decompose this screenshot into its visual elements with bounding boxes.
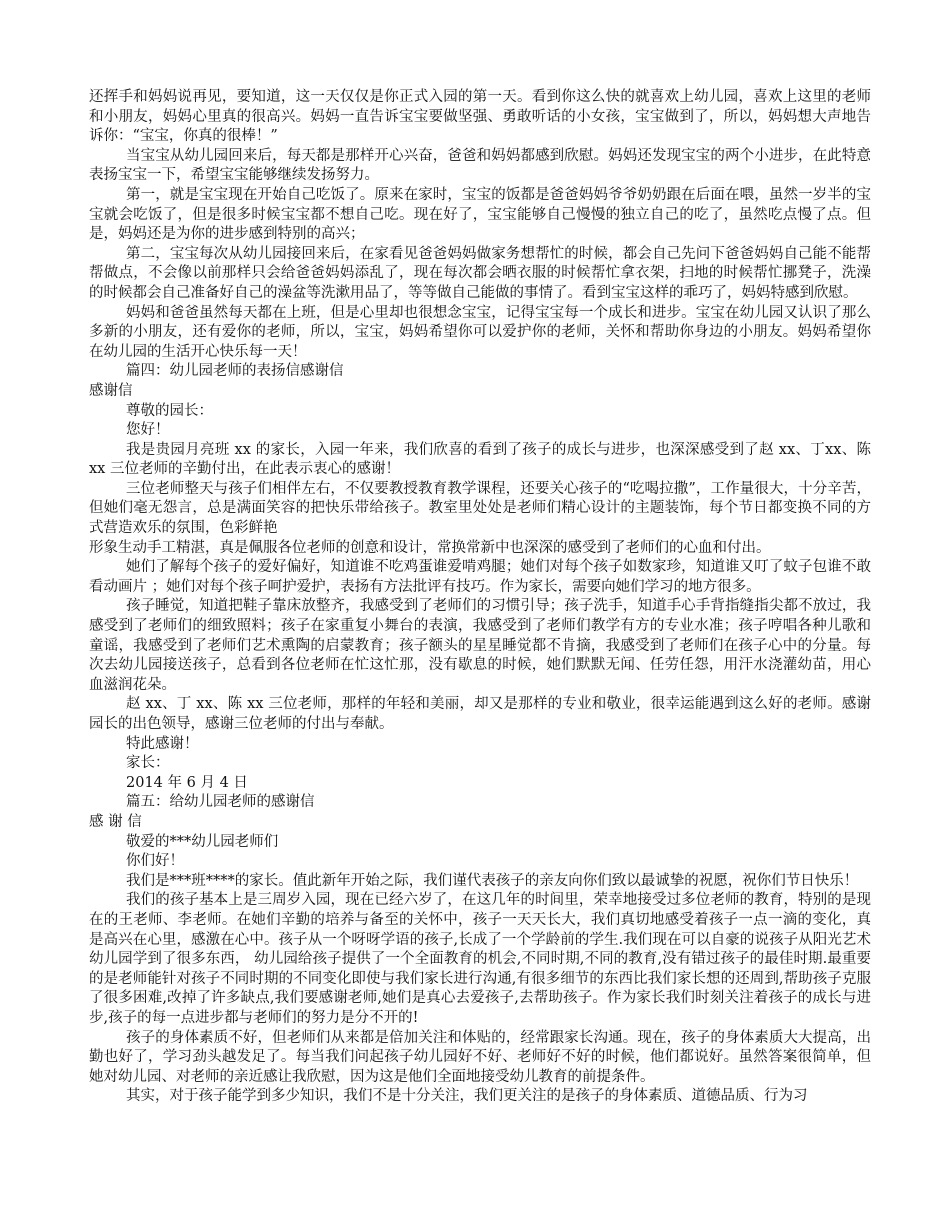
paragraph: 我们是***班****的家长。值此新年开始之际，我们谨代表孩子的亲友向你们致以最诚挚的祝愿，祝你们节日快乐！ bbox=[126, 872, 859, 889]
salutation: 尊敬的园长： bbox=[126, 402, 213, 419]
paragraph: 第一，就是宝宝现在开始自己吃饭了。原来在家时，宝宝的饭都是爸爸妈妈爷爷奶奶跟在后面在喂，虽然一岁半的宝宝就会吃饭了，但是很多时候宝宝都不想自己吃。现在好了，宝宝能够自己慢慢的独立自己的吃了，虽然吃点慢了点。但是，妈妈还是为你的进步感到特别的高兴； bbox=[89, 186, 871, 243]
paragraph: 其实，对于孩子能学到多少知识，我们不是十分关注，我们更关注的是孩子的身体素质、道德品质、行为习 bbox=[126, 1088, 808, 1105]
paragraph: 第二，宝宝每次从幼儿园接回来后，在家看见爸爸妈妈做家务想帮忙的时候，都会自己先问下爸爸妈妈自己能不能帮帮做点，不会像以前那样只会给爸爸妈妈添乱了，现在每次都会晒衣服的时候帮忙拿衣架，扫地的时候帮忙挪凳子，洗澡的时候都会自己准备好自己的澡盆等洗漱用品了，等等做自己能做的事情了。看到宝宝这样的乖巧了，妈妈特感到欣慰。 bbox=[89, 245, 871, 301]
paragraph: 还挥手和妈妈说再见，要知道，这一天仅仅是你正式入园的第一天。看到你这么快的就喜欢上幼儿园，喜欢上这里的老师和小朋友，妈妈心里真的很高兴。妈妈一直告诉宝宝要做坚强、勇敢听话的小女孩，宝宝做到了，所以，妈妈想大声地告诉你：“宝宝，你真的很棒！” bbox=[89, 89, 871, 145]
paragraph: 妈妈和爸爸虽然每天都在上班，但是心里却也很想念宝宝，记得宝宝每一个成长和进步。宝宝在幼儿园又认识了那么多新的小朋友，还有爱你的老师，所以，宝宝，妈妈希望你可以爱护你的老师，关怀和帮助你身边的小朋友。妈妈希望你在幼儿园的生活开心快乐每一天！ bbox=[89, 304, 871, 360]
paragraph: 她们了解每个孩子的爱好偏好，知道谁不吃鸡蛋谁爱啃鸡腿；她们对每个孩子如数家珍，知道谁又叮了蚊子包谁不敢看动画片 ；她们对每个孩子呵护爱护，表扬有方法批评有技巧。作为家长，需要向她们学习的地方很多。 bbox=[89, 559, 871, 595]
salutation: 敬爱的***幼儿园老师们 bbox=[126, 833, 279, 850]
letter-title: 感 谢 信 bbox=[89, 813, 142, 830]
section-heading: 篇四：幼儿园老师的表扬信感谢信 bbox=[126, 363, 344, 380]
paragraph: 三位老师整天与孩子们相伴左右，不仅要教授教育教学课程，还要关心孩子的“吃喝拉撒”，工作量很大，十分辛苦，但她们毫无怨言，总是满面笑容的把快乐带给孩子。教室里处处是老师们精心设计的主题装饰，每个节日都变换不同的方式营造欢乐的氛围，色彩鲜艳 bbox=[89, 480, 871, 537]
closing: 特此感谢！ bbox=[126, 735, 199, 752]
document-body bbox=[89, 88, 871, 1107]
paragraph: 孩子的身体素质不好，但老师们从来都是倍加关注和体贴的，经常跟家长沟通。现在，孩子的身体素质大大提高，出勤也好了，学习劲头越发足了。每当我们问起孩子幼儿园好不好、老师好不好的时候，他们都说好。虽然答案很简单，但她对幼儿园、对老师的亲近感让我欣慰，因为这是他们全面地接受幼儿教育的前提条件。 bbox=[89, 1029, 871, 1085]
greeting: 你们好！ bbox=[126, 853, 184, 870]
signature-label: 家长： bbox=[126, 755, 170, 772]
paragraph: 孩子睡觉，知道把鞋子靠床放整齐，我感受到了老师们的习惯引导；孩子洗手，知道手心手背指缝指尖都不放过，我感受到了老师们的细致照料；孩子在家重复小舞台的表演，我感受到了老师们教学有方的专业水准；孩子哼唱各种儿歌和童谣，我感受到了老师们艺术熏陶的启蒙教育；孩子额头的星星睡觉都不肯摘，我感受到了老师们在孩子心中的分量。每次去幼儿园接送孩子，总看到各位老师在忙这忙那，没有歇息的时候，她们默默无闻、任劳任怨，用汗水浇灌幼苗，用心血滋润花朵。 bbox=[89, 598, 871, 693]
section-heading: 篇五：给幼儿园老师的感谢信 bbox=[126, 794, 315, 811]
paragraph: 我是贵园月亮班 xx 的家长，入园一年来，我们欣喜的看到了孩子的成长与进步，也深深感受到了赵 xx、丁xx、陈 xx 三位老师的辛勤付出，在此表示衷心的感谢！ bbox=[89, 441, 871, 478]
paragraph: 赵 xx、丁 xx、陈 xx 三位老师，那样的年轻和美丽，却又是那样的专业和敬业，很幸运能遇到这么好的老师。感谢园长的出色领导，感谢三位老师的付出与奉献。 bbox=[89, 696, 871, 732]
letter-date: 2014 年 6 月 4 日 bbox=[126, 774, 248, 791]
paragraph: 当宝宝从幼儿园回来后，每天都是那样开心兴奋，爸爸和妈妈都感到欣慰。妈妈还发现宝宝的两个小进步，在此特意表扬宝宝一下，希望宝宝能够继续发扬努力。 bbox=[89, 147, 871, 184]
paragraph: 形象生动手工精湛，真是佩服各位老师的创意和设计，常换常新中也深深的感受到了老师们的心血和付出。 bbox=[89, 539, 771, 556]
letter-title: 感谢信 bbox=[89, 382, 133, 399]
greeting: 您好！ bbox=[126, 422, 170, 439]
paragraph: 我们的孩子基本上是三周岁入园，现在已经六岁了，在这几年的时间里，荣幸地接受过多位老师的教育，特别的是现在的王老师、李老师。在她们辛勤的培养与备至的关怀中，孩子一天天长大，我们真切地感受着孩子一点一滴的变化，真是高兴在心里，感激在心中。孩子从一个呀呀学语的孩子,长成了一个学龄前的学生.我们现在可以自豪的说孩子从阳光艺术幼儿园学到了很多东西， 幼儿园给孩子提供了一个全面教育的机会,不同时期,不同的教育,没有错过孩子的最佳时期.最重要的是老师能针对孩子不同时期的不同变化即使与我们家长进行沟通,有很多细节的东西比我们家长想的还周到,帮助孩子克服了很多困难,改掉了许多缺点,我们要感谢老师,她们是真心去爱孩子,去帮助孩子。作为家长我们时刻关注着孩子的成长与进步,孩子的每一点进步都与老师们的努力是分不开的! bbox=[89, 892, 871, 1026]
